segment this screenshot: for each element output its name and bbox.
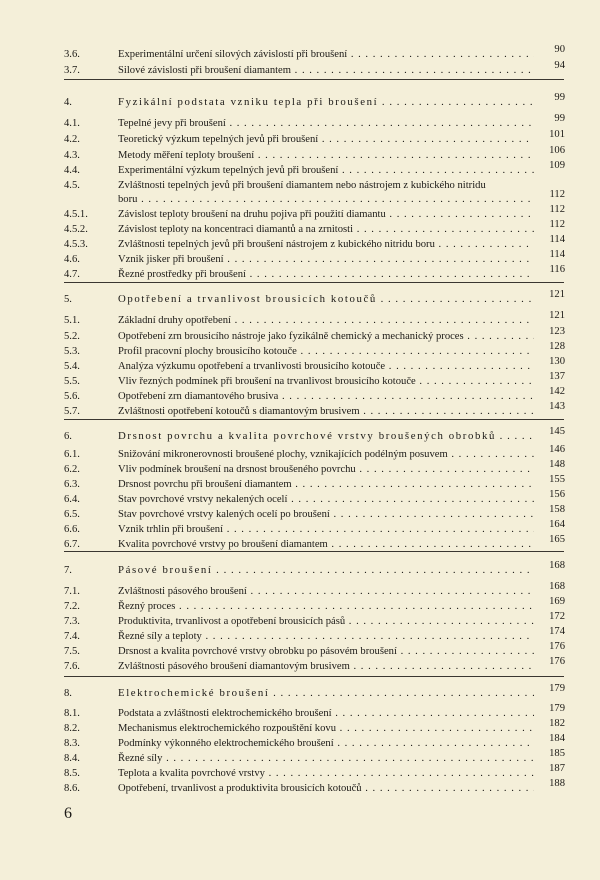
toc-entry [0, 386, 600, 404]
chapter-divider [64, 676, 564, 677]
entry-number: 8.5. [64, 768, 80, 779]
entry-number: 6. [64, 431, 72, 442]
entry-number: 6.1. [64, 449, 80, 460]
entry-number: 5.6. [64, 391, 80, 402]
entry-title: Vliv řezných podmínek při broušení na trvanlivost brousicího kotouče . . . [118, 374, 534, 389]
entry-title: Základní druhy opotřebení . . . [118, 313, 534, 328]
entry-title: Opotřebení zrn brousicího nástroje jako fyzikálně chemický a mechanický proces . . . [118, 329, 534, 344]
entry-page: 156 [549, 489, 565, 500]
entry-number: 7.2. [64, 601, 80, 612]
entry-page: 165 [549, 534, 565, 545]
entry-page: 99 [554, 113, 565, 124]
entry-number: 6.6. [64, 524, 80, 535]
toc-entry [0, 356, 600, 374]
chapter-divider [64, 79, 564, 80]
toc-entry [0, 160, 600, 178]
entry-page: 169 [549, 596, 565, 607]
entry-page: 112 [549, 204, 565, 215]
entry-title: Podstata a zvláštnosti elektrochemického broušení . . . [118, 706, 534, 721]
entry-page: 182 [549, 718, 565, 729]
entry-number: 4.7. [64, 269, 80, 280]
toc-entry [0, 596, 600, 614]
entry-title: Řezný proces . . . [118, 599, 534, 614]
entry-number: 8.6. [64, 783, 80, 794]
entry-title: Zvláštnosti pásového broušení diamantovým brusivem . . . [118, 659, 534, 674]
entry-number: 3.6. [64, 49, 80, 60]
entry-title: Zvláštnosti tepelných jevů při broušení diamantem nebo nástrojem z kubického nitridu [118, 180, 486, 191]
entry-page: 176 [549, 641, 565, 652]
entry-title: Profil pracovní plochy brousicího kotouče . . . [118, 344, 534, 359]
entry-title: Teplota a kvalita povrchové vrstvy . . . [118, 766, 534, 781]
entry-title: Drsnost a kvalita povrchové vrstvy obrobku po pásovém broušení . . . [118, 644, 534, 659]
entry-page: 137 [549, 371, 565, 382]
toc-entry [0, 264, 600, 282]
toc-entry [0, 145, 600, 163]
entry-title: Stav povrchové vrstvy kalených ocelí po broušení . . . [118, 507, 534, 522]
toc-entry [0, 219, 600, 237]
entry-page: 145 [549, 426, 565, 437]
entry-page: 188 [549, 778, 565, 789]
entry-title: Zvláštnosti opotřebení kotoučů s diamantovým brusivem . . . [118, 404, 534, 419]
toc-entry [0, 371, 600, 389]
entry-title: Opotřebení zrn diamantového brusiva . . . [118, 389, 534, 404]
toc-entry [0, 733, 600, 751]
toc-entry [0, 504, 600, 522]
entry-page: 172 [549, 611, 565, 622]
entry-number: 4.2. [64, 134, 80, 145]
toc-entry [0, 489, 600, 507]
toc-entry [0, 641, 600, 659]
entry-title: Řezné prostředky při broušení . . . [118, 267, 534, 282]
entry-page: 168 [549, 560, 565, 571]
entry-title: Fyzikální podstata vzniku tepla při broušení . . . [118, 95, 534, 110]
entry-page: 185 [549, 748, 565, 759]
entry-number: 5.2. [64, 331, 80, 342]
entry-title: Produktivita, trvanlivost a opotřebení brousicích pásů . . . [118, 614, 534, 629]
entry-page: 116 [549, 264, 565, 275]
toc-chapter-entry [0, 92, 600, 110]
entry-number: 8. [64, 688, 72, 699]
entry-page: 114 [549, 234, 565, 245]
entry-title: Opotřebení a trvanlivost brousicích kotoučů . . . [118, 292, 534, 307]
entry-number: 5.7. [64, 406, 80, 417]
toc-entry [0, 703, 600, 721]
toc-entry [0, 113, 600, 131]
entry-page: 158 [549, 504, 565, 515]
entry-page: 114 [549, 249, 565, 260]
entry-number: 6.4. [64, 494, 80, 505]
entry-title: Pásové broušení . . . [118, 563, 534, 578]
entry-title: Silové závislosti při broušení diamantem . . . [118, 63, 534, 78]
entry-page: 121 [549, 310, 565, 321]
toc-entry [0, 44, 600, 62]
entry-page: 142 [549, 386, 565, 397]
entry-title: Snižování mikronerovnosti broušené plochy, vznikajících podélným posuvem . . . [118, 447, 534, 462]
entry-page: 128 [549, 341, 565, 352]
entry-number: 7.5. [64, 646, 80, 657]
toc-entry [0, 326, 600, 344]
entry-number: 6.2. [64, 464, 80, 475]
entry-number: 7.1. [64, 586, 80, 597]
entry-page: 99 [554, 92, 565, 103]
toc-chapter-entry [0, 560, 600, 578]
entry-page: 184 [549, 733, 565, 744]
entry-number: 8.1. [64, 708, 80, 719]
entry-number: 5.4. [64, 361, 80, 372]
entry-title: Analýza výzkumu opotřebení a trvanlivosti brousicího kotouče . . . [118, 359, 534, 374]
entry-page: 146 [549, 444, 565, 455]
entry-page: 179 [549, 683, 565, 694]
entry-page: 168 [549, 581, 565, 592]
entry-number: 4.5.3. [64, 239, 88, 250]
entry-title: Opotřebení, trvanlivost a produktivita brousicích kotoučů . . . [118, 781, 534, 796]
entry-page: 130 [549, 356, 565, 367]
toc-entry [0, 60, 600, 78]
entry-title: Teoretický výzkum tepelných jevů při broušení . . . [118, 132, 534, 147]
entry-number: 4.1. [64, 118, 80, 129]
entry-page: 164 [549, 519, 565, 530]
page-number: 6 [64, 805, 72, 822]
toc-entry [0, 748, 600, 766]
entry-page: 143 [549, 401, 565, 412]
toc-entry [0, 474, 600, 492]
entry-number: 8.4. [64, 753, 80, 764]
toc-entry [0, 129, 600, 147]
toc-entry [0, 778, 600, 796]
entry-title: Experimentální výzkum tepelných jevů při broušení . . . [118, 163, 534, 178]
entry-number: 8.3. [64, 738, 80, 749]
entry-title: boru . . . [118, 192, 534, 207]
entry-number: 7.3. [64, 616, 80, 627]
toc-entry [0, 763, 600, 781]
entry-page: 155 [549, 474, 565, 485]
entry-number: 7.4. [64, 631, 80, 642]
entry-page: 112 [549, 189, 565, 200]
entry-number: 4.5. [64, 180, 80, 191]
entry-title: Drsnost povrchu a kvalita povrchové vrstvy broušených obrobků . . . [118, 429, 534, 444]
entry-page: 101 [549, 129, 565, 140]
entry-number: 6.7. [64, 539, 80, 550]
toc-entry [0, 581, 600, 599]
entry-number: 8.2. [64, 723, 80, 734]
toc-entry [0, 611, 600, 629]
entry-number: 6.5. [64, 509, 80, 520]
entry-title: Podmínky výkonného elektrochemického broušení . . . [118, 736, 534, 751]
entry-title: Zvláštnosti tepelných jevů při broušení nástrojem z kubického nitridu boru . . . [118, 237, 534, 252]
entry-title: Elektrochemické broušení . . . [118, 686, 534, 701]
entry-number: 4.3. [64, 150, 80, 161]
entry-number: 4.5.1. [64, 209, 88, 220]
entry-title: Experimentální určení silových závislostí při broušení . . . [118, 47, 534, 62]
entry-page: 94 [554, 60, 565, 71]
entry-title: Tepelné jevy při broušení . . . [118, 116, 534, 131]
entry-title: Stav povrchové vrstvy nekalených ocelí . . . [118, 492, 534, 507]
toc-entry [0, 341, 600, 359]
toc-entry [0, 459, 600, 477]
chapter-divider [64, 282, 564, 283]
entry-page: 123 [549, 326, 565, 337]
toc-entry [0, 534, 600, 552]
toc-entry [0, 178, 600, 193]
toc-entry [0, 519, 600, 537]
entry-page: 90 [554, 44, 565, 55]
entry-page: 112 [549, 219, 565, 230]
entry-title: Vliv podmínek broušení na drsnost broušeného povrchu . . . [118, 462, 534, 477]
entry-page: 187 [549, 763, 565, 774]
entry-title: Řezné síly . . . [118, 751, 534, 766]
entry-page: 121 [549, 289, 565, 300]
entry-title: Zvláštnosti pásového broušení . . . [118, 584, 534, 599]
entry-number: 5.1. [64, 315, 80, 326]
toc-entry [0, 189, 600, 207]
entry-title: Kvalita povrchové vrstvy po broušení diamantem . . . [118, 537, 534, 552]
entry-number: 4.6. [64, 254, 80, 265]
toc-entry [0, 401, 600, 419]
entry-number: 5.5. [64, 376, 80, 387]
chapter-divider [64, 419, 564, 420]
entry-number: 5. [64, 294, 72, 305]
entry-title: Vznik jisker při broušení . . . [118, 252, 534, 267]
toc-entry [0, 204, 600, 222]
entry-title: Vznik trhlin při broušení . . . [118, 522, 534, 537]
toc-entry [0, 310, 600, 328]
entry-title: Metody měření teploty broušení . . . [118, 148, 534, 163]
toc-chapter-entry [0, 426, 600, 444]
toc-entry [0, 656, 600, 674]
toc-entry [0, 718, 600, 736]
entry-page: 179 [549, 703, 565, 714]
entry-number: 4. [64, 97, 72, 108]
entry-title: Řezné síly a teploty . . . [118, 629, 534, 644]
entry-page: 109 [549, 160, 565, 171]
entry-title: Závislost teploty broušení na druhu pojiva při použití diamantu . . . [118, 207, 534, 222]
toc-chapter-entry [0, 683, 600, 701]
entry-title: Závislost teploty na koncentraci diamantů a na zrnitosti . . . [118, 222, 534, 237]
entry-number: 7.6. [64, 661, 80, 672]
entry-number: 4.5.2. [64, 224, 88, 235]
entry-page: 174 [549, 626, 565, 637]
toc-entry [0, 249, 600, 267]
toc-entry [0, 626, 600, 644]
entry-page: 106 [549, 145, 565, 156]
entry-title: Mechanismus elektrochemického rozpouštění kovu . . . [118, 721, 534, 736]
entry-title: Drsnost povrchu při broušení diamantem . . . [118, 477, 534, 492]
toc-entry [0, 234, 600, 252]
entry-number: 7. [64, 565, 72, 576]
entry-number: 5.3. [64, 346, 80, 357]
toc-entry [0, 444, 600, 462]
entry-page: 148 [549, 459, 565, 470]
entry-page: 176 [549, 656, 565, 667]
entry-number: 4.4. [64, 165, 80, 176]
entry-number: 3.7. [64, 65, 80, 76]
entry-number: 6.3. [64, 479, 80, 490]
toc-chapter-entry [0, 289, 600, 307]
